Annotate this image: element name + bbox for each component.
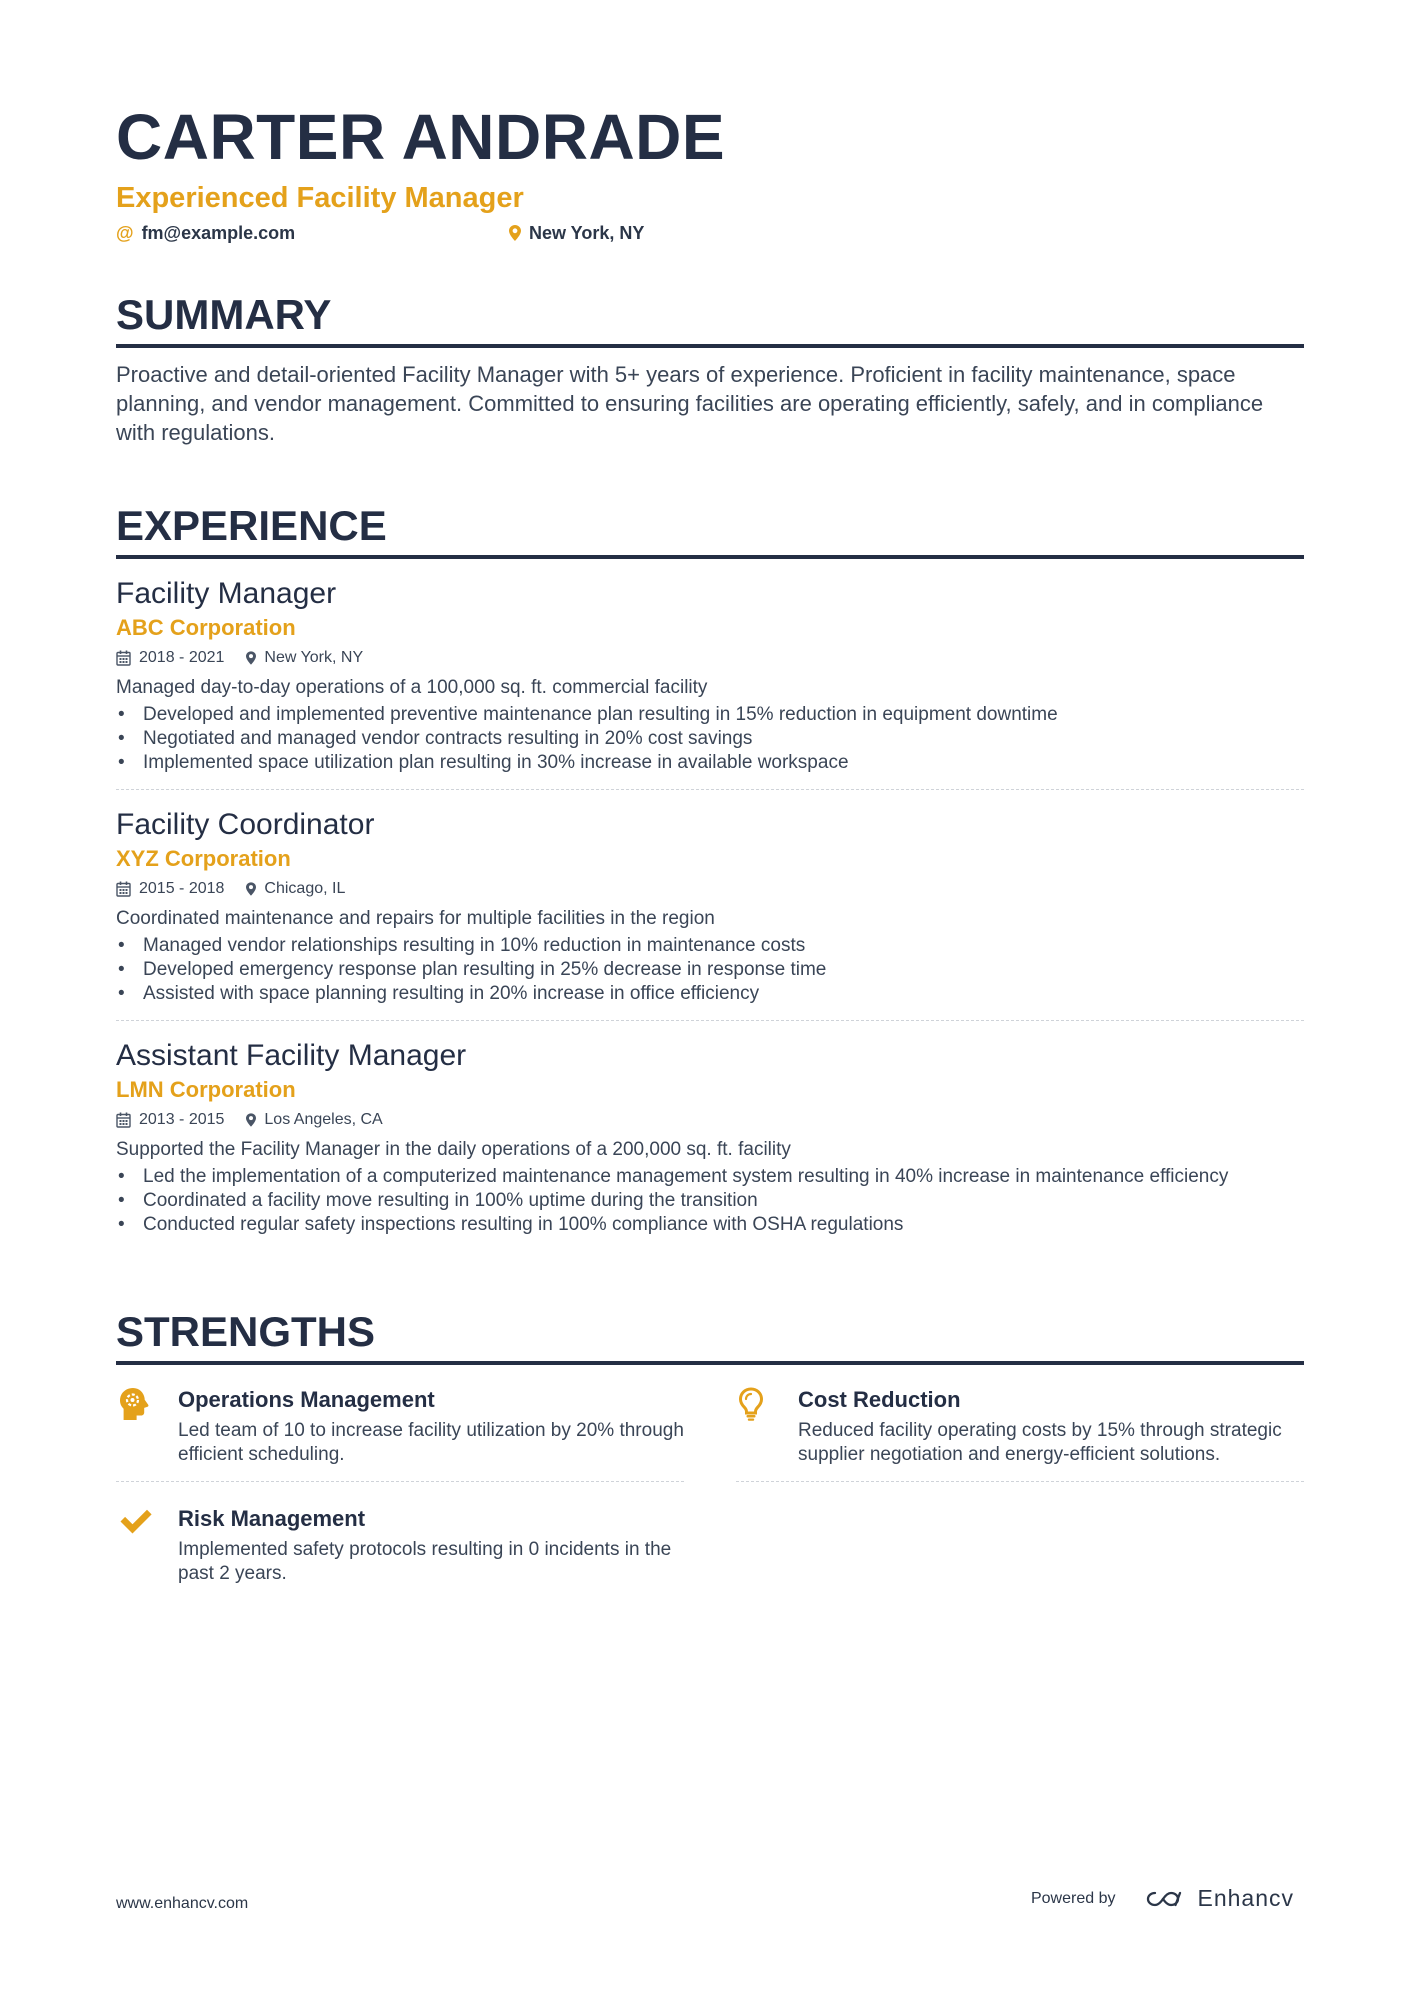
strengths-section <box>116 1307 1304 1600</box>
strength-description: Led team of 10 to increase facility utilization by 20% through efficient scheduling. <box>178 1420 684 1465</box>
calendar-icon <box>116 881 131 897</box>
enhancv-logo-icon <box>1141 1887 1187 1911</box>
job-dates <box>116 1109 224 1131</box>
job-bullet: • Developed and implemented preventive maintenance plan resulting in 15% reduction in equipment downtime <box>116 703 1304 727</box>
resume-content <box>116 96 1304 1600</box>
strengths-grid <box>116 1377 1304 1600</box>
job-entry <box>116 1021 1304 1251</box>
job-location <box>246 1109 382 1131</box>
job-bullets <box>116 703 1304 775</box>
job-bullet: • Managed vendor relationships resulting in 10% reduction in maintenance costs <box>116 934 1304 958</box>
job-description: Managed day-to-day operations of a 100,000 sq. ft. commercial facility <box>116 677 708 698</box>
map-pin-icon <box>246 651 256 665</box>
email-text: fm@example.com <box>141 223 296 243</box>
job-dates-text: 2018 - 2021 <box>139 649 225 666</box>
summary-heading: SUMMARY <box>116 290 1304 348</box>
job-title: Facility Coordinator <box>116 808 375 841</box>
job-location-text: New York, NY <box>264 649 364 666</box>
enhancv-logo-text: Enhancv <box>1197 1885 1294 1911</box>
job-bullet: • Developed emergency response plan resulting in 25% decrease in response time <box>116 958 1304 982</box>
job-bullet: • Conducted regular safety inspections resulting in 100% compliance with OSHA regulations <box>116 1213 1304 1237</box>
resume-header <box>116 96 1304 246</box>
footer-website[interactable]: www.enhancv.com <box>116 1895 249 1912</box>
job-entry <box>116 790 1304 1021</box>
calendar-icon <box>116 650 131 666</box>
contact-email[interactable] <box>116 220 509 246</box>
strength-title: Cost Reduction <box>798 1387 961 1412</box>
job-location <box>246 647 363 669</box>
job-bullet: • Negotiated and managed vendor contracts resulting in 20% cost savings <box>116 727 1304 751</box>
summary-text: Proactive and detail-oriented Facility Manager with 5+ years of experience. Proficient in facility maintenance, space planning, and vendor management. Committed to ensuring facilities are operating efficiently, safely, and in compliance with regulations. <box>116 362 1264 445</box>
job-bullets <box>116 1165 1304 1237</box>
strength-body <box>178 1504 684 1586</box>
strengths-heading: STRENGTHS <box>116 1307 1304 1365</box>
job-dates <box>116 647 224 669</box>
contact-row <box>116 220 1304 246</box>
strength-description: Reduced facility operating costs by 15% through strategic supplier negotiation and energy-efficient solutions. <box>798 1420 1282 1465</box>
enhancv-logo <box>1141 1885 1294 1912</box>
company-name: LMN Corporation <box>116 1077 296 1102</box>
lightbulb-icon <box>736 1385 798 1467</box>
candidate-subtitle: Experienced Facility Manager <box>116 182 524 214</box>
strength-title: Risk Management <box>178 1506 366 1531</box>
strength-title: Operations Management <box>178 1387 435 1412</box>
job-meta <box>116 647 1304 669</box>
candidate-name: CARTER ANDRADE <box>116 101 726 173</box>
job-meta <box>116 1109 1304 1131</box>
job-bullet: • Implemented space utilization plan resulting in 30% increase in available workspace <box>116 751 1304 775</box>
job-dates <box>116 878 224 900</box>
strength-body <box>178 1385 684 1467</box>
job-description: Supported the Facility Manager in the daily operations of a 200,000 sq. ft. facility <box>116 1139 791 1160</box>
job-bullet: • Led the implementation of a computerized maintenance management system resulting in 40% increase in maintenance efficiency <box>116 1165 1304 1189</box>
location-text: New York, NY <box>529 223 645 243</box>
strength-item <box>736 1377 1304 1482</box>
summary-section <box>116 290 1304 447</box>
strength-body <box>798 1385 1304 1467</box>
job-bullet: • Coordinated a facility move resulting in 100% uptime during the transition <box>116 1189 1304 1213</box>
company-name: XYZ Corporation <box>116 846 291 871</box>
job-dates-text: 2013 - 2015 <box>139 1111 225 1128</box>
strength-description: Implemented safety protocols resulting in 0 incidents in the past 2 years. <box>178 1539 672 1584</box>
at-icon: @ <box>116 223 134 243</box>
contact-location <box>509 220 644 246</box>
strength-item <box>116 1377 684 1482</box>
job-location <box>246 878 345 900</box>
map-pin-icon <box>246 1113 256 1127</box>
job-description: Coordinated maintenance and repairs for multiple facilities in the region <box>116 908 715 929</box>
job-meta <box>116 878 1304 900</box>
footer-branding[interactable] <box>1031 1885 1294 1912</box>
company-name: ABC Corporation <box>116 615 296 640</box>
checkmark-icon <box>116 1504 178 1586</box>
strength-item <box>116 1496 684 1600</box>
head-icon <box>116 1385 178 1467</box>
job-bullet: • Assisted with space planning resulting in 20% increase in office efficiency <box>116 982 1304 1006</box>
job-title: Assistant Facility Manager <box>116 1039 467 1072</box>
experience-heading: EXPERIENCE <box>116 501 1304 559</box>
calendar-icon <box>116 1112 131 1128</box>
experience-section <box>116 501 1304 1251</box>
job-entry <box>116 559 1304 790</box>
job-dates-text: 2015 - 2018 <box>139 880 225 897</box>
job-bullets <box>116 934 1304 1006</box>
job-location-text: Chicago, IL <box>264 880 346 897</box>
job-title: Facility Manager <box>116 577 337 610</box>
job-location-text: Los Angeles, CA <box>264 1111 383 1128</box>
powered-by-label: Powered by <box>1030 1889 1116 1907</box>
map-pin-icon <box>246 882 256 896</box>
map-pin-icon <box>509 225 521 241</box>
